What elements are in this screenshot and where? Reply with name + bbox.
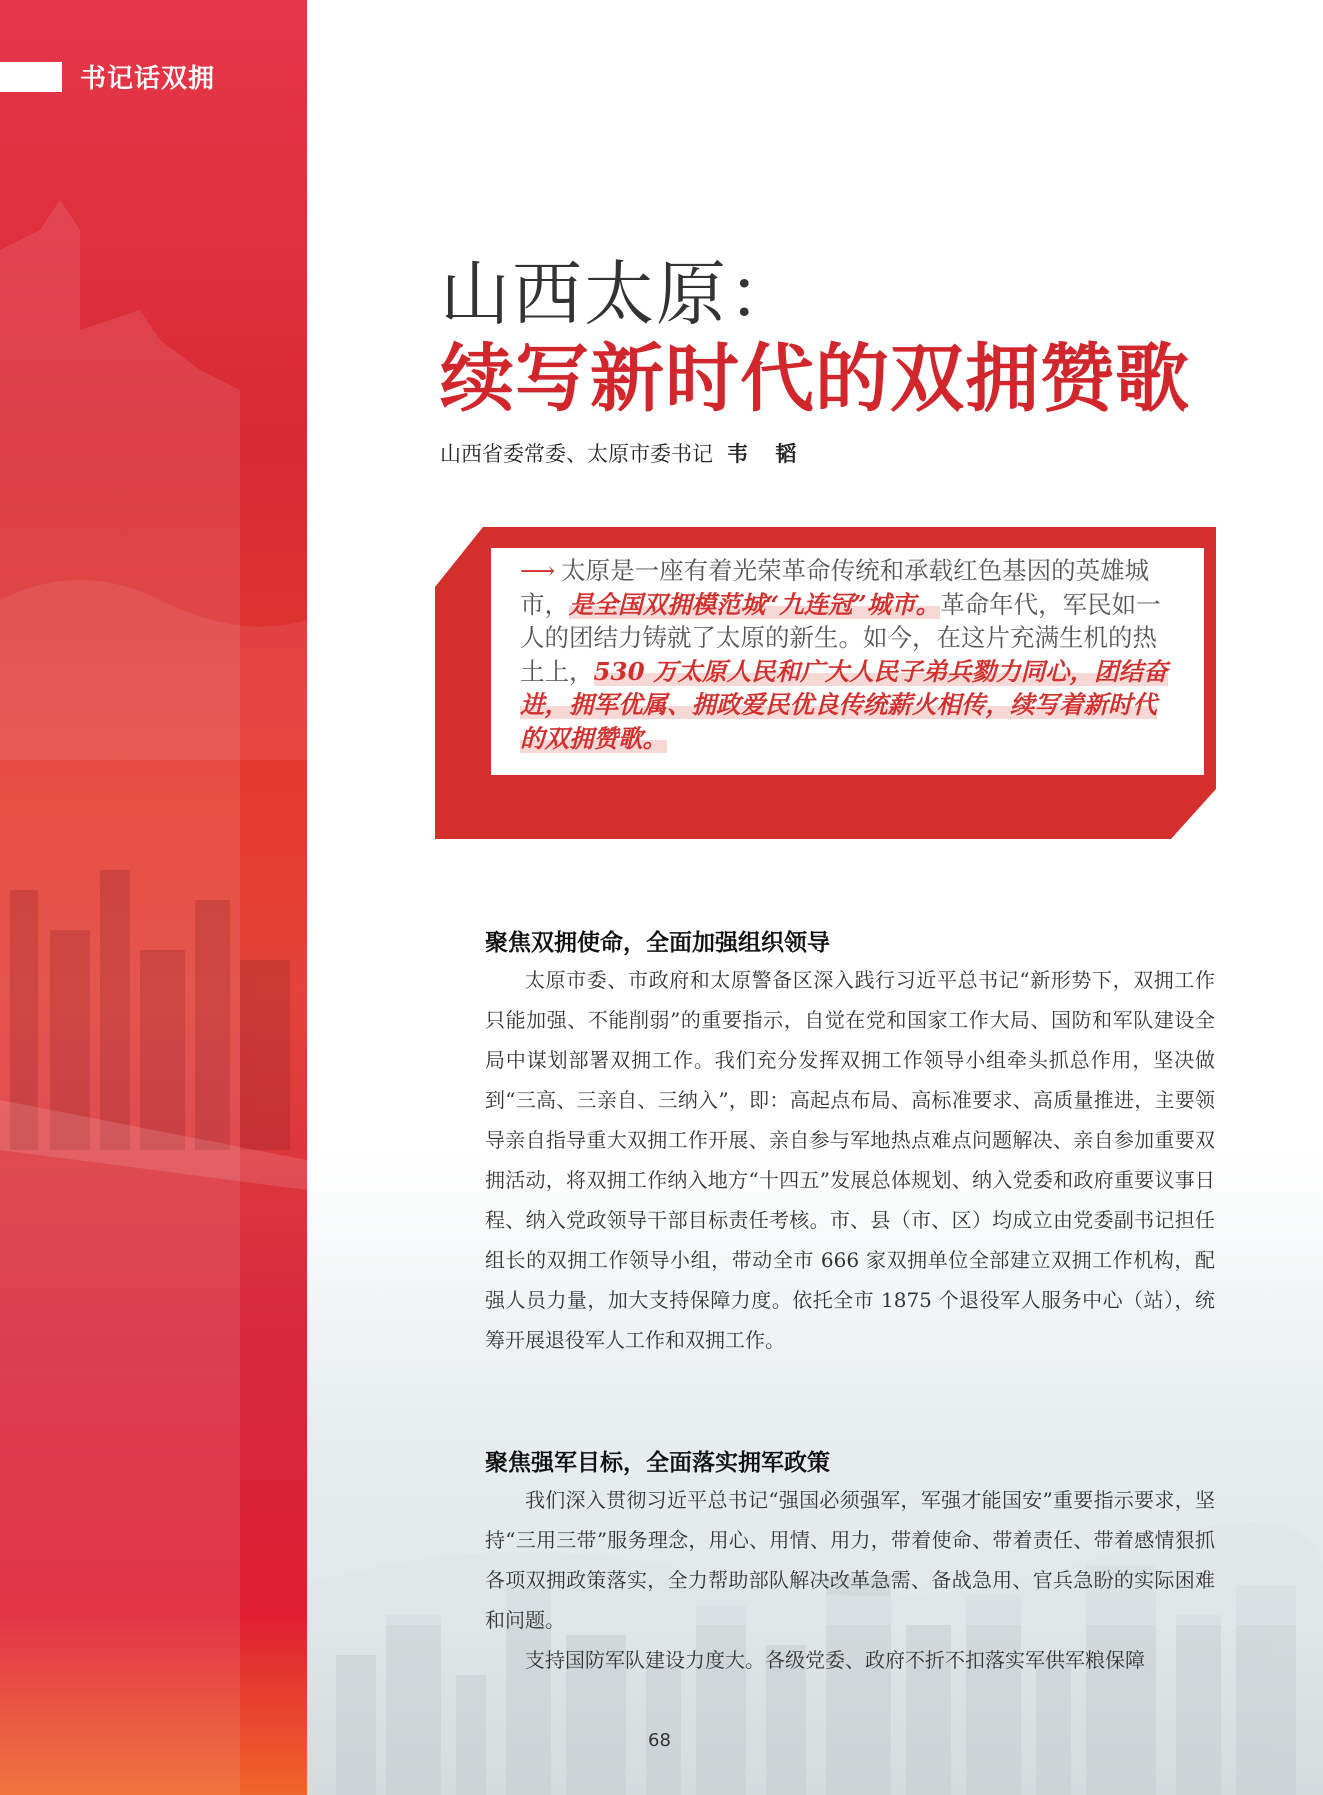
decorative-side-panel (0, 0, 307, 1795)
body-paragraph-1: 太原市委、市政府和太原警备区深入践行习近平总书记“新形势下，双拥工作只能加强、不能削弱”的重要指示，自觉在党和国家工作大局、国防和军队建设全局中谋划部署双拥工作。我们充分发挥双拥工作领导小组牵头抓总作用，坚决做到“三高、三亲自、三纳入”，即：高起点布局、高标准要求、高质量推进，主要领导亲自指导重大双拥工作开展、亲自参与军地热点难点问题解决、亲自参加重要双拥活动，将双拥工作纳入地方“十四五”发展总体规划、纳入党委和政府重要议事日程、纳入党政领导干部目标责任考核。市、县（市、区）均成立由党委副书记担任组长的双拥工作领导小组，带动全市 666 家双拥单位全部建立双拥工作机构，配强人员力量，加大支持保障力度。依托全市 1875 个退役军人服务中心（站），统筹开展退役军人工作和双拥工作。 (485, 968, 1215, 1352)
title-line-1: 山西太原： (440, 253, 800, 335)
abstract-text-2: 革命年代，军民如一人的团结力铸就了太原的新生。如今，在这片充满生机的热土上， (520, 589, 1161, 686)
abstract-highlight-2: 530 万太原人民和广大人民子弟兵勠力同心，团结奋进，拥军优属、拥政爱民优良传统薪火相传，续写着新时代的双拥赞歌。 (520, 656, 1168, 753)
section-heading-1: 聚焦双拥使命，全面加强组织领导 (485, 930, 830, 956)
section-marker-bar (0, 62, 62, 92)
body-paragraph-3: 支持国防军队建设力度大。各级党委、政府不折不扣落实军供军粮保障 (525, 1648, 1145, 1672)
arrow-right-icon: ⟶ (520, 556, 556, 585)
abstract-text-1: 太原是一座有着光荣革命传统和承载红色基因的英雄城市， (520, 556, 1150, 619)
section-heading-2: 聚焦强军目标，全面落实拥军政策 (485, 1450, 830, 1476)
author-name: 韦 韬 (727, 442, 807, 466)
byline (440, 438, 806, 468)
author-role: 山西省委常委、太原市委书记 (440, 442, 713, 466)
title-line-2: 续写新时代的双拥赞歌 (440, 336, 1190, 422)
abstract-text (520, 554, 1180, 755)
section-label: 书记话双拥 (80, 64, 216, 94)
page-number: 68 (648, 1730, 671, 1751)
skyline-overlay (0, 0, 307, 1795)
abstract-highlight-1: 是全国双拥模范城“九连冠”城市。 (569, 589, 941, 619)
body-paragraph-2: 我们深入贯彻习近平总书记“强国必须强军，军强才能国安”重要指示要求，坚持“三用三带”服务理念，用心、用情、用力，带着使命、带着责任、带着感情狠抓各项双拥政策落实，全力帮助部队解决改革急需、备战急用、官兵急盼的实际困难和问题。 (485, 1488, 1215, 1632)
